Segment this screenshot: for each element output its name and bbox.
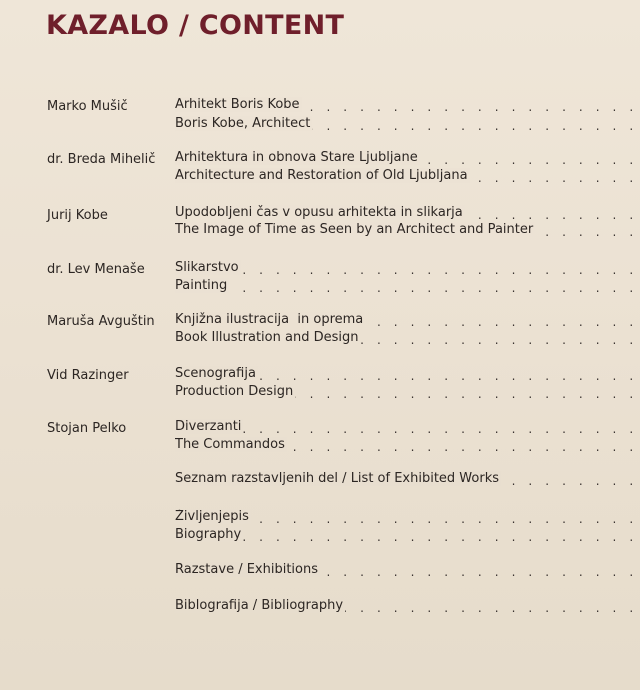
toc-entry-title[interactable]: . . . Architecture and Restoration of Old Ljubljana [175, 168, 640, 186]
toc-entry-title[interactable]: . . . Book Illustration and Design [175, 330, 640, 348]
toc-author: Marko Mušič [47, 99, 128, 114]
toc-entry-title[interactable]: . . . Razstave / Exhibitions [175, 562, 640, 580]
toc-entry-title[interactable]: . . . Boris Kobe, Architect [175, 116, 640, 134]
toc-author: Jurij Kobe [47, 208, 108, 223]
toc-entry-title[interactable]: . . . Biblografija / Bibliography [175, 598, 640, 616]
toc-entry-title[interactable]: . . . Biography [175, 527, 640, 545]
toc-entry-title[interactable]: . . . Arhitektura in obnova Stare Ljubljane [175, 150, 640, 168]
toc-entry-title[interactable]: . . . Knjižna ilustracija in oprema [175, 312, 640, 330]
toc-author: dr. Breda Mihelič [47, 152, 156, 167]
toc-entry-title[interactable]: . . . Scenografija [175, 366, 640, 384]
toc-entry-title[interactable]: . . . The Image of Time as Seen by an Architect and Painter [175, 222, 640, 240]
toc-author: dr. Lev Menaše [47, 262, 145, 277]
toc-entry-title[interactable]: . . . Painting [175, 278, 640, 296]
toc-entry-title[interactable]: . . . Production Design [175, 384, 640, 402]
toc-entry-title[interactable]: . . . Diverzanti [175, 419, 640, 437]
toc-entry-title[interactable]: . . . The Commandos [175, 437, 640, 455]
toc-entry-title[interactable]: . . . Življenjepis [175, 509, 640, 527]
toc-author: Maruša Avguštin [47, 314, 155, 329]
toc-entry-title[interactable]: . . . Upodobljeni čas v opusu arhitekta in slikarja [175, 205, 640, 223]
page-title: KAZALO / CONTENT [46, 10, 345, 41]
toc-entry-title[interactable]: . . . Slikarstvo [175, 260, 640, 278]
toc-author: Stojan Pelko [47, 421, 127, 436]
toc-author: Vid Razinger [47, 368, 129, 383]
toc-entry-title[interactable]: . . . Arhitekt Boris Kobe [175, 97, 640, 115]
toc-entry-title[interactable]: . . . Seznam razstavljenih del / List of Exhibited Works [175, 471, 640, 489]
